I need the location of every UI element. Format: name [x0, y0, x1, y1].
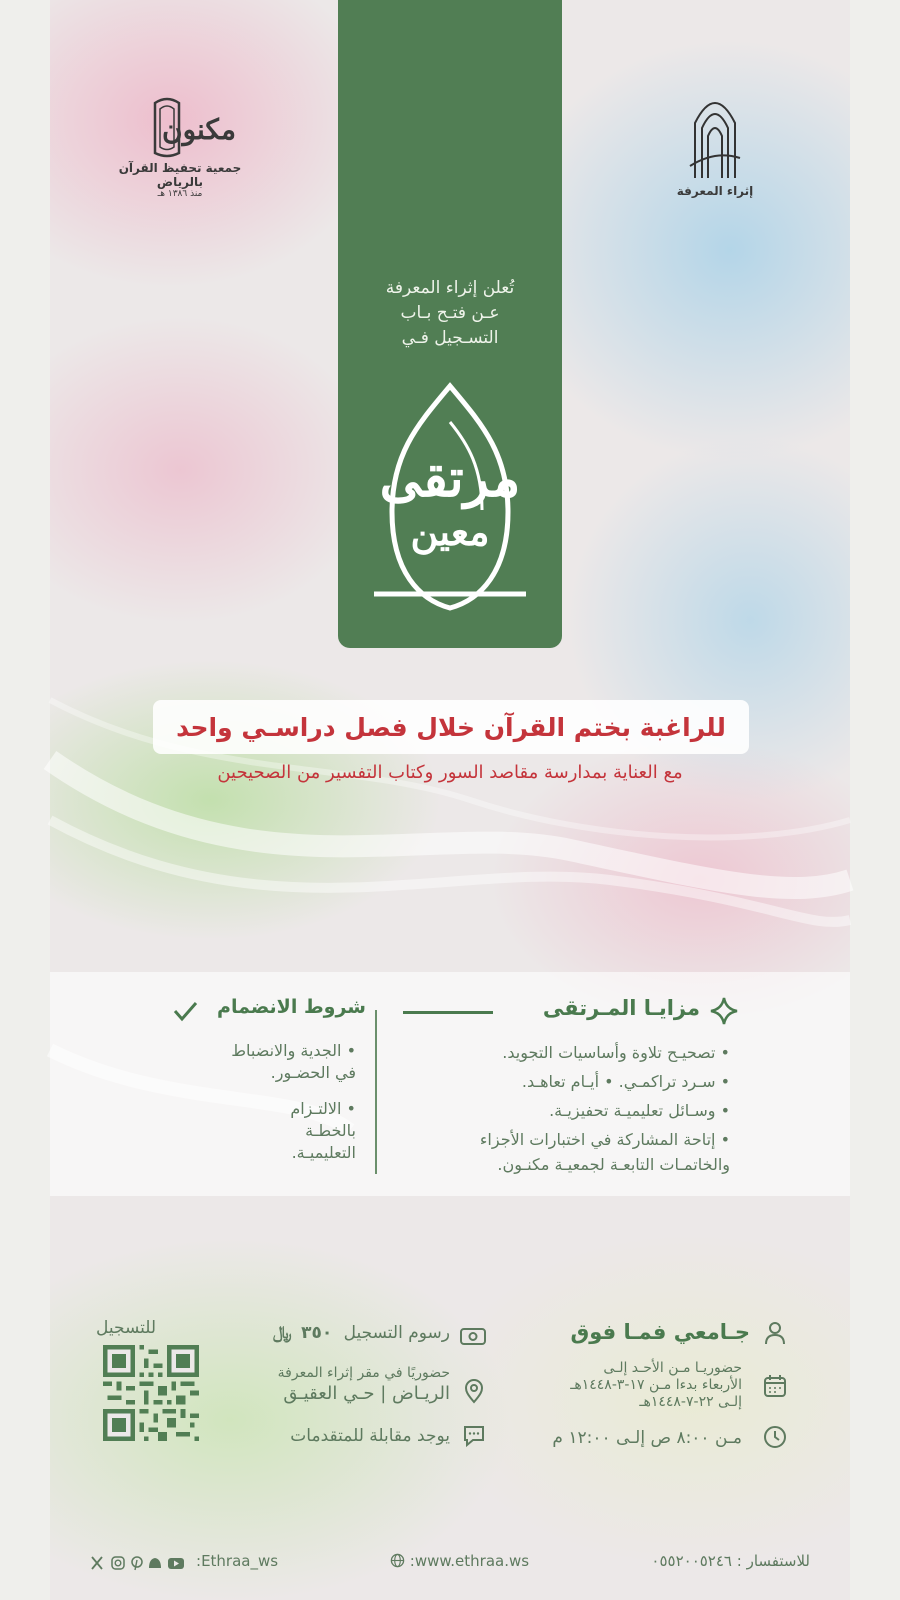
feature-item: • وسـائل تعليميـة تحفيزيـة. [549, 1101, 730, 1120]
fee-row [273, 1323, 450, 1343]
contact-info [651, 1552, 810, 1570]
intro-line-2: عـن فتـح بـاب [400, 303, 500, 323]
condition-line: التعليميـة. [291, 1143, 356, 1162]
location-line: الريـاض | حـي العقيـق [283, 1383, 450, 1404]
money-icon [460, 1323, 486, 1349]
schedule-line: حضوريـا مـن الأحـد إلـى [603, 1360, 742, 1376]
conditions-list [176, 1040, 356, 1178]
social-icons [90, 1555, 195, 1571]
social-handle-text[interactable]: Ethraa_ws [201, 1552, 279, 1570]
interview-note: يوجد مقابلة للمتقدمات [290, 1426, 450, 1446]
announcement-intro [338, 276, 562, 351]
location-pin-icon [461, 1378, 487, 1404]
program-title-line-2: معين [410, 509, 490, 554]
snapchat-icon[interactable] [149, 1558, 161, 1568]
feature-item: • سـرد تراكمـي. • أيـام تعاهـد. [521, 1072, 730, 1091]
feature-item-continued: والخاتمـات التابعـة لجمعيـة مكنـون. [497, 1155, 730, 1174]
panel-divider [375, 1010, 377, 1174]
fee-value: ٣٥٠ [301, 1323, 333, 1343]
maknoon-logo [110, 95, 250, 199]
maknoon-logo-icon [137, 95, 236, 161]
time-range: مـن ٨:٠٠ ص إلـى ١٢:٠٠ م [552, 1428, 742, 1448]
schedule-line: إلـى ٢٢-٧-١٤٤٨هـ [639, 1394, 742, 1410]
program-title [368, 450, 532, 556]
condition-item [176, 1098, 356, 1164]
globe-icon [390, 1553, 405, 1568]
condition-line: في الحضـور. [270, 1063, 356, 1082]
headline: للراغبة بختم القرآن خلال فصل دراسـي واحد [176, 712, 726, 742]
schedule-line: الأربعاء بدءا مـن ١٧-٣-١٤٤٨هـ [570, 1377, 742, 1393]
condition-item [176, 1040, 356, 1084]
eligibility-level: جـامعي فمـا فوق [570, 1320, 750, 1344]
checkmark-icon [172, 1000, 198, 1022]
instagram-icon[interactable] [112, 1557, 124, 1569]
schedule-text [570, 1360, 742, 1411]
clock-icon [762, 1424, 788, 1450]
ethraa-name: إثراء المعرفة [676, 184, 754, 198]
feature-item: • إتاحة المشاركة في اختبارات الأجزاء [479, 1130, 730, 1149]
condition-line: • الجدية والانضباط [231, 1041, 356, 1060]
ethraa-logo [660, 88, 770, 198]
intro-line-1: تُعلن إثراء المعرفة [385, 278, 515, 298]
condition-line: • الالتـزام [290, 1099, 356, 1118]
registration-qr-code[interactable] [103, 1345, 199, 1441]
feature-item: • تصحيـح تلاوة وأساسيات التجويد. [502, 1043, 730, 1062]
maknoon-since: منذ ١٣٨٦ هـ [157, 189, 203, 199]
intro-line-3: التسـجيل فـي [401, 328, 499, 348]
location-text [278, 1365, 450, 1404]
maknoon-name: جمعية تحفيظ القرآن بالرياض [118, 161, 242, 189]
calendar-icon [762, 1373, 788, 1399]
features-heading-rule [403, 1011, 493, 1014]
website-link[interactable]: :www.ethraa.ws [390, 1552, 529, 1570]
register-label: للتسجيل [96, 1318, 157, 1338]
subheadline: مع العناية بمدارسة مقاصد السور وكتاب التفسير من الصحيحين [217, 762, 683, 783]
conditions-heading [176, 996, 366, 1018]
x-icon[interactable] [92, 1557, 102, 1569]
features-title: مزايـا المـرتقى [542, 996, 700, 1020]
features-heading [395, 996, 740, 1026]
currency-icon: ﷼ [272, 1323, 292, 1343]
program-title-line-1: مرتقى [379, 448, 521, 509]
contact-phone[interactable]: ٠٥٥٢٠٠٥٢٤٦ [651, 1552, 732, 1570]
fee-label: رسوم التسجيل [343, 1323, 450, 1343]
chat-icon [461, 1423, 487, 1449]
contact-label: للاستفسار : [736, 1552, 810, 1570]
headline-box [153, 700, 749, 754]
social-handle[interactable]: :Ethraa_ws [196, 1552, 279, 1570]
person-icon [762, 1320, 788, 1346]
conditions-title: شروط الانضمام [217, 996, 366, 1018]
features-list [395, 1038, 730, 1176]
ethraa-logo-icon [680, 88, 750, 184]
condition-line: بالخطـة [305, 1121, 356, 1140]
sparkle-icon [708, 995, 740, 1027]
website-url[interactable]: www.ethraa.ws [414, 1552, 530, 1570]
location-line: حضوريًا في مقر إثراء المعرفة [277, 1365, 450, 1381]
poster [50, 0, 850, 1600]
svg-text:مكنون: مكنون [162, 113, 236, 146]
